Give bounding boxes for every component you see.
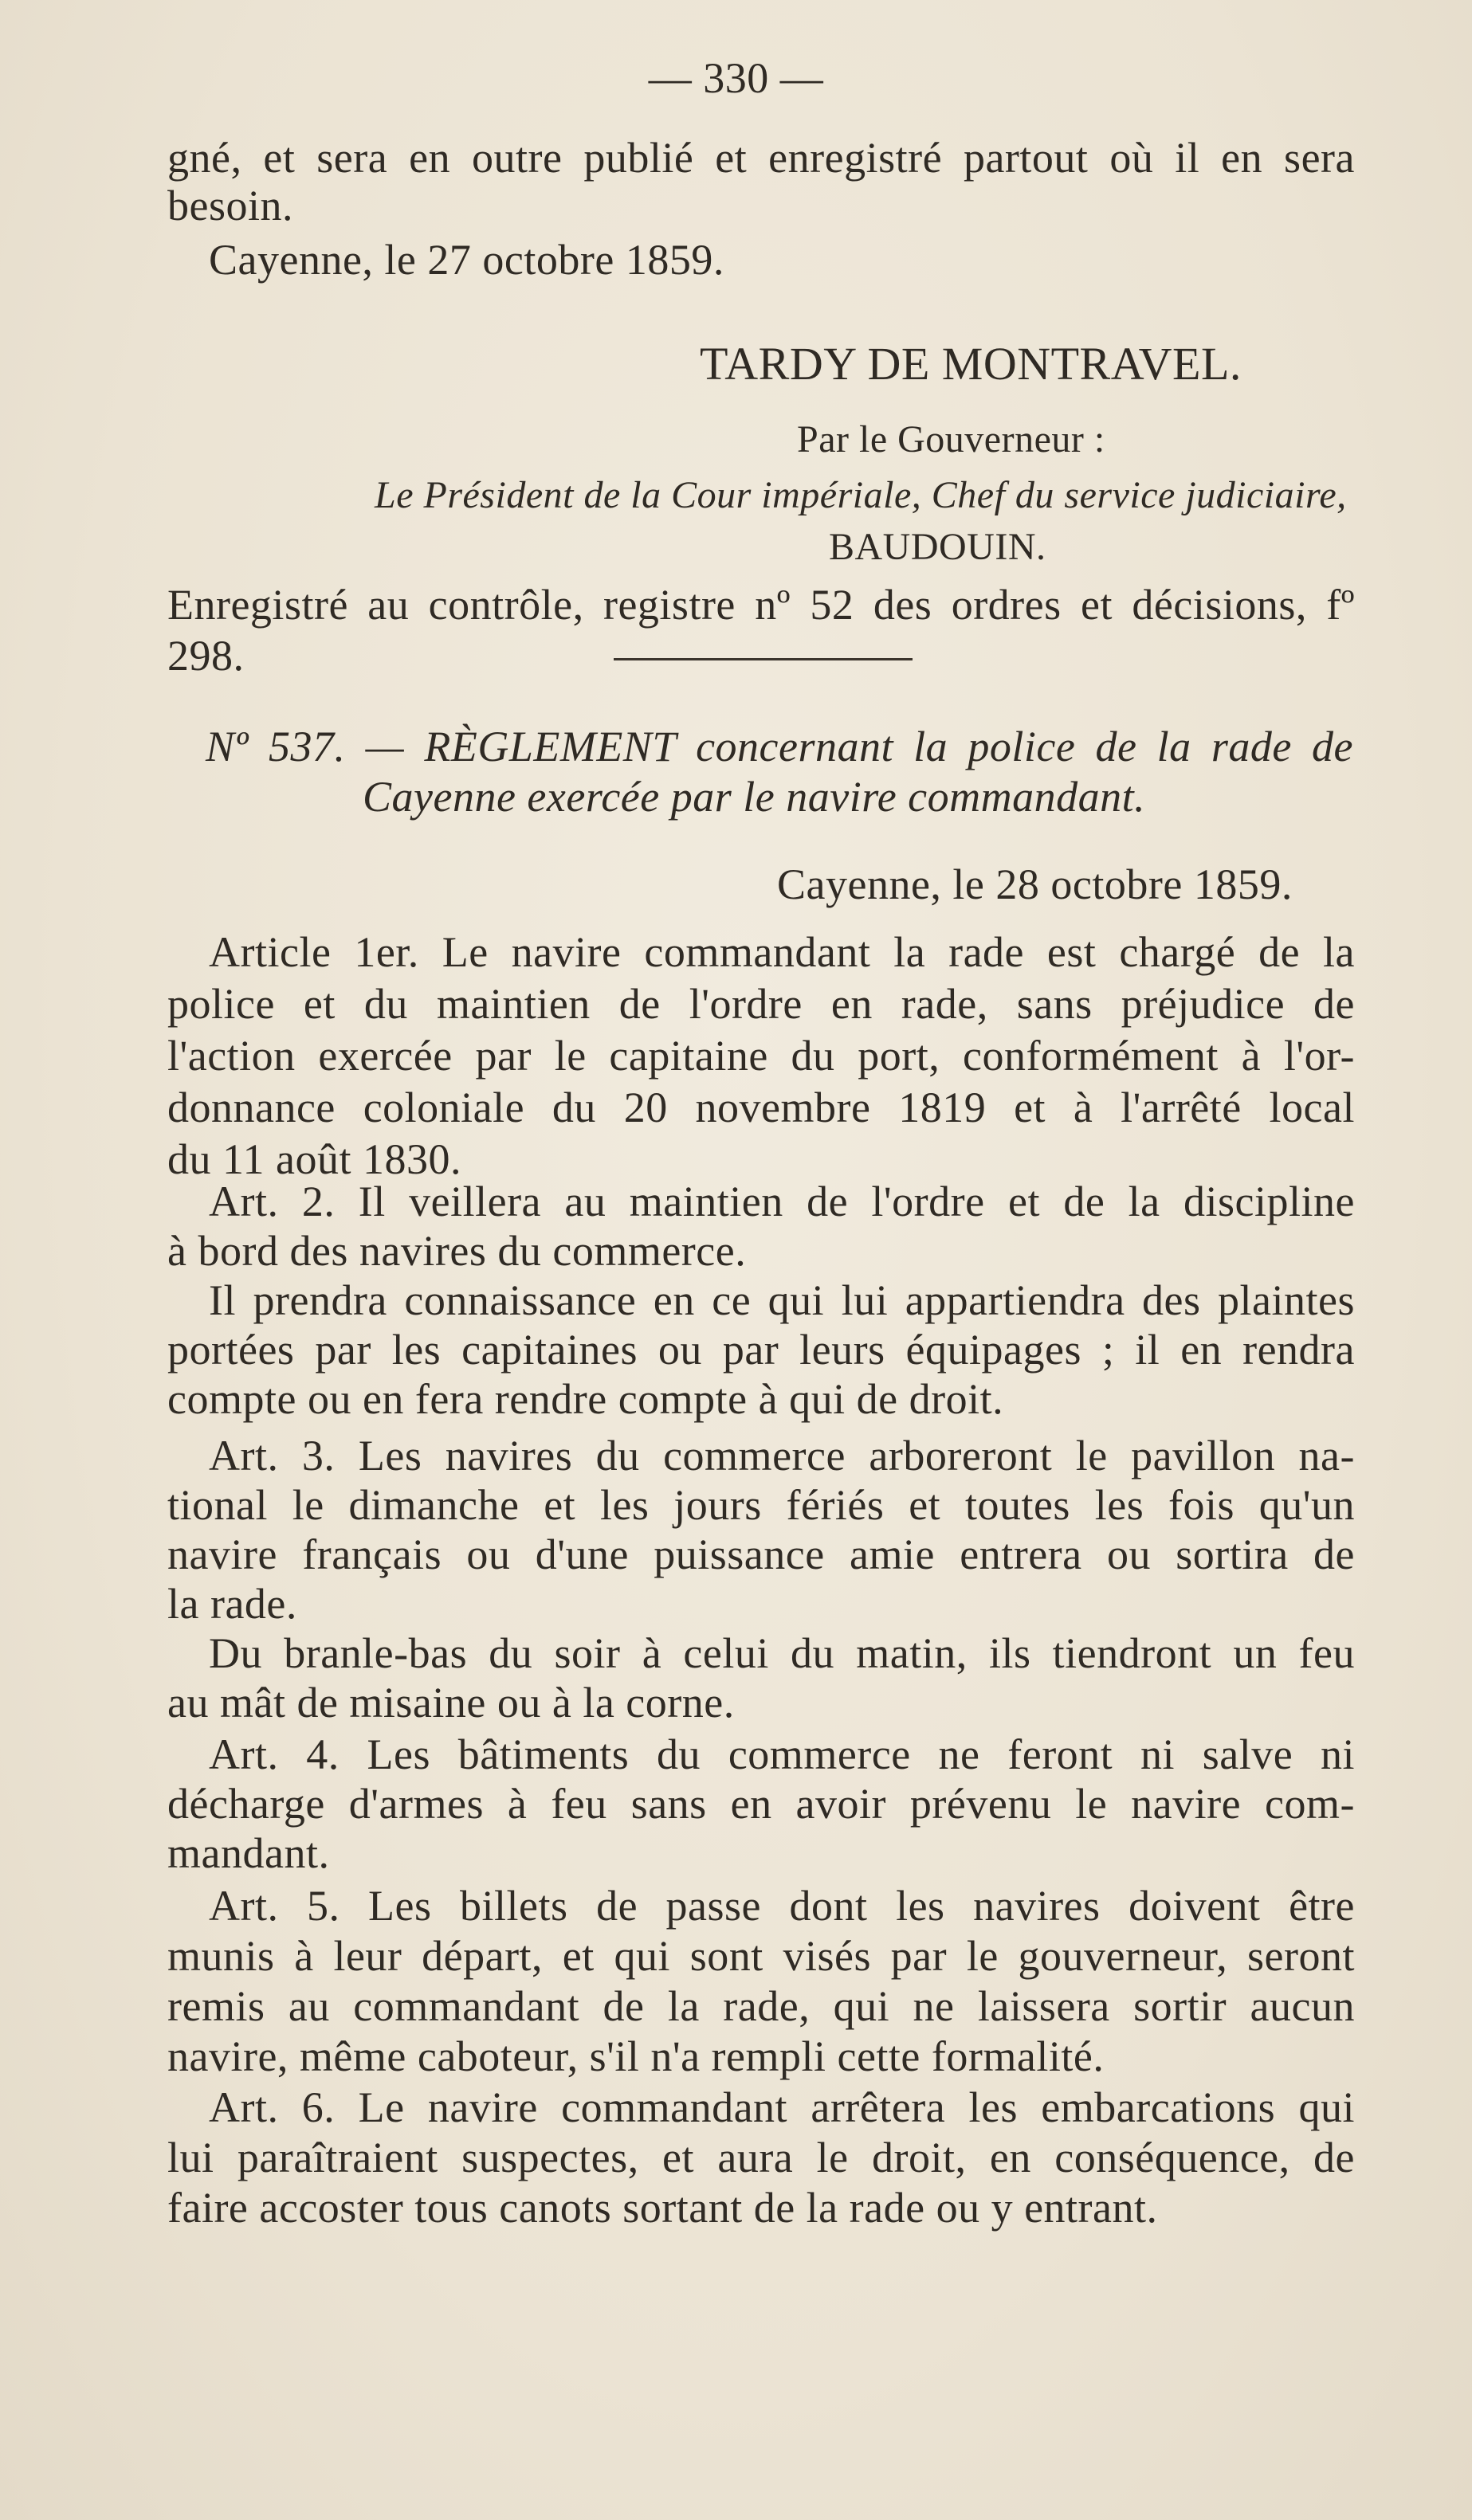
page-number: — 330 — (648, 54, 824, 102)
article-line: la rade. (167, 1580, 297, 1628)
article-line: l'action exercée par le capitaine du port, conformément à l'or- (167, 1032, 1355, 1080)
article-line: Art. 6. Le navire commandant arrêtera les embarcations qui (209, 2083, 1355, 2131)
article-line: munis à leur départ, et qui sont visés par le gouverneur, seront (167, 1932, 1355, 1980)
text-line: gné, et sera en outre publié et enregistré partout où il en sera (167, 134, 1355, 182)
signature-role: Le Président de la Cour impériale, Chef du service judiciaire, (375, 474, 1347, 516)
article-line: tional le dimanche et les jours fériés et toutes les fois qu'un (167, 1481, 1355, 1529)
article-line: navire, même caboteur, s'il n'a rempli cette formalité. (167, 2032, 1105, 2080)
article-line: Art. 5. Les billets de passe dont les navires doivent être (209, 1882, 1355, 1930)
article-line: Du branle-bas du soir à celui du matin, ils tiendront un feu (209, 1629, 1355, 1677)
decree-heading: Cayenne exercée par le navire commandant. (363, 773, 1146, 821)
signature-role: Par le Gouverneur : (797, 418, 1105, 460)
article-line: portées par les capitaines ou par leurs équipages ; il en rendra (167, 1326, 1355, 1374)
article-line: Il prendra connaissance en ce qui lui appartiendra des plaintes (209, 1276, 1355, 1324)
text-line: Cayenne, le 27 octobre 1859. (209, 236, 724, 284)
section-divider (614, 658, 913, 660)
article-line: navire français ou d'une puissance amie entrera ou sortira de (167, 1530, 1355, 1578)
signature-name: BAUDOUIN. (829, 526, 1046, 568)
article-line: mandant. (167, 1829, 330, 1877)
dateline: Cayenne, le 28 octobre 1859. (777, 860, 1293, 908)
article-line: donnance coloniale du 20 novembre 1819 et à l'arrêté local (167, 1084, 1355, 1131)
text-line: besoin. (167, 182, 293, 229)
article-line: Art. 3. Les navires du commerce arboreront le pavillon na- (209, 1432, 1355, 1479)
article-line: à bord des navires du commerce. (167, 1227, 747, 1275)
article-line: Art. 2. Il veillera au maintien de l'ordre et de la discipline (209, 1178, 1355, 1225)
article-line: faire accoster tous canots sortant de la rade ou y entrant. (167, 2184, 1158, 2232)
article-line: police et du maintien de l'ordre en rade, sans préjudice de (167, 980, 1355, 1028)
article-line: Article 1er. Le navire commandant la rade est chargé de la (209, 928, 1355, 976)
decree-heading: Nº 537. — RÈGLEMENT concernant la police de la rade de (206, 723, 1353, 770)
article-line: au mât de misaine ou à la corne. (167, 1679, 735, 1726)
article-line: du 11 août 1830. (167, 1135, 461, 1183)
article-line: décharge d'armes à feu sans en avoir prévenu le navire com- (167, 1780, 1355, 1828)
article-line: lui paraîtraient suspectes, et aura le droit, en conséquence, de (167, 2134, 1355, 2181)
article-line: remis au commandant de la rade, qui ne laissera sortir aucun (167, 1982, 1355, 2030)
registration-note: Enregistré au contrôle, registre nº 52 des ordres et décisions, fº 298. (167, 581, 1355, 680)
signature-name: TARDY DE MONTRAVEL. (700, 338, 1242, 390)
article-line: compte ou en fera rendre compte à qui de droit. (167, 1375, 1004, 1423)
article-line: Art. 4. Les bâtiments du commerce ne feront ni salve ni (209, 1730, 1355, 1778)
